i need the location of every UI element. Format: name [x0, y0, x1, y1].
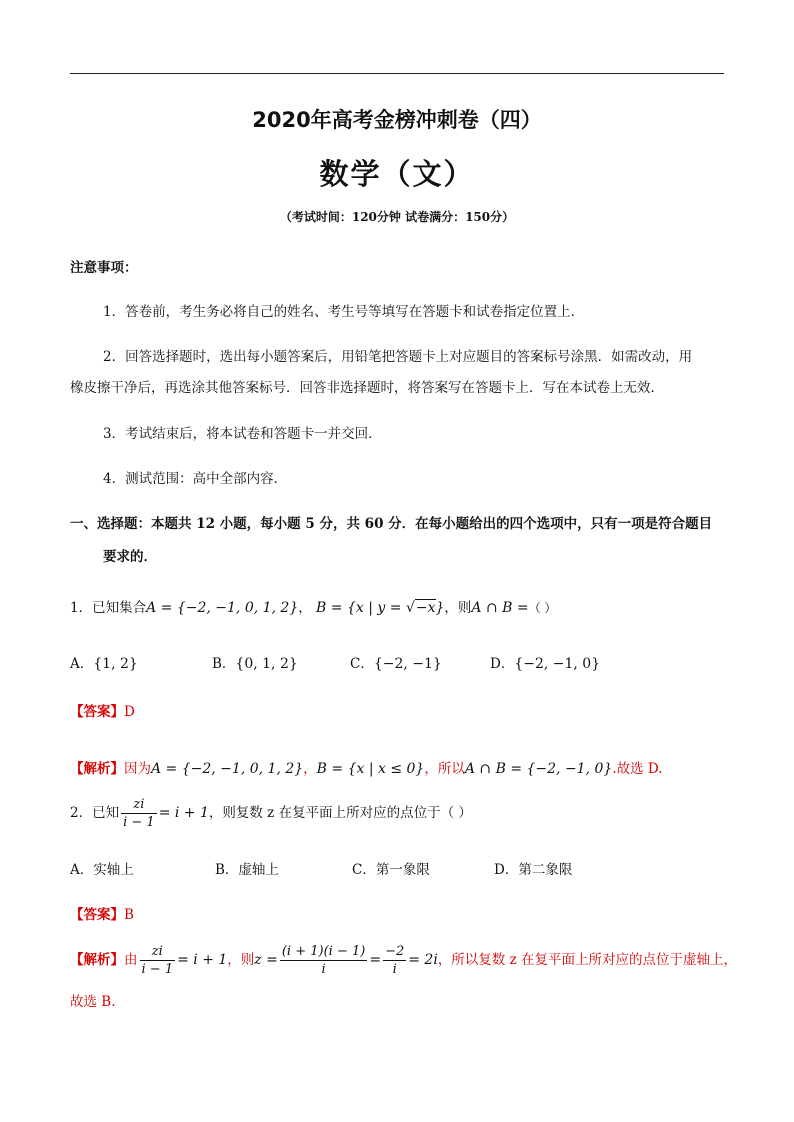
- q1-analysis-result: A ∩ B = {−2, −1, 0}: [464, 761, 613, 777]
- q1-option-d-label: D．: [490, 656, 515, 672]
- q1-set-b-radicand: −x: [415, 600, 436, 616]
- q1-option-b-value: {0, 1, 2}: [235, 656, 298, 672]
- q1-set-a: A = {−2, −1, 0, 1, 2}: [146, 600, 299, 616]
- q2-analysis-eq1: = i + 1: [177, 952, 228, 968]
- question-1: [70, 596, 556, 616]
- q2-option-d: D．第二象限: [494, 862, 573, 878]
- notice-item-2-cont: 橡皮擦干净后，再选涂其他答案标号．回答非选择题时，将答案写在答题卡上．写在本试卷上无效．: [70, 380, 664, 396]
- q2-option-a: A．实轴上: [70, 862, 134, 878]
- q1-option-d: [490, 652, 600, 672]
- q2-analysis-fraction-1: [140, 943, 176, 978]
- question-2: [70, 796, 472, 831]
- q1-set-b: B = {x | y = √−x}: [316, 600, 445, 616]
- notice-item-2: 2．回答选择题时，选出每小题答案后，用铅笔把答题卡上对应题目的答案标号涂黑．如需改动，用: [103, 349, 693, 365]
- q1-option-a-label: A．: [70, 656, 94, 672]
- q1-option-b-label: B．: [212, 656, 236, 672]
- section-heading-cont: 要求的．: [103, 549, 157, 565]
- q1-analysis-so: ，所以: [424, 761, 465, 777]
- notice-heading: 注意事项：: [70, 260, 138, 276]
- q2-prefix: 2．已知: [70, 805, 120, 821]
- q2-analysis-tail: ，所以复数 z 在复平面上所对应的点位于虚轴上，: [437, 952, 738, 968]
- q2-analysis: [70, 943, 737, 978]
- q1-option-a: [70, 652, 138, 672]
- q2-option-c: C．第一象限: [352, 862, 430, 878]
- q1-option-c-label: C．: [350, 656, 374, 672]
- q1-analysis: [70, 757, 663, 777]
- q2-analysis-fraction-2: [280, 943, 367, 978]
- q2-analysis-eq3: = 2i: [408, 952, 438, 968]
- q2-analysis-fraction-3: [383, 943, 406, 978]
- q2-analysis-then: ，则: [227, 952, 255, 968]
- q2-text: ，则复数 z 在复平面上所对应的点位于（ ）: [208, 805, 472, 821]
- q1-analysis-comma: ，: [303, 761, 317, 777]
- q2-answer: [70, 903, 134, 923]
- q2-analysis-z: z =: [254, 952, 278, 968]
- q2-analysis-pre: 由: [124, 952, 138, 968]
- q2-fraction: [121, 796, 157, 831]
- q1-answer-value: D: [124, 704, 135, 720]
- q2-rhs: = i + 1: [158, 805, 209, 821]
- q1-analysis-set-b: B = {x | x ≤ 0}: [316, 761, 425, 777]
- q2-analysis-f1-numerator: zi: [140, 943, 176, 961]
- q1-prefix: 1．已知集合: [70, 600, 147, 616]
- q2-fraction-numerator: zi: [121, 796, 157, 814]
- q1-analysis-set-a: A = {−2, −1, 0, 1, 2}: [151, 761, 304, 777]
- q1-option-a-value: {1, 2}: [93, 656, 138, 672]
- q1-option-c-value: {−2, −1}: [373, 656, 442, 672]
- q1-answer: [70, 700, 135, 720]
- exam-info: （考试时间：120分钟 试卷满分：150分）: [279, 210, 515, 224]
- q2-analysis-f2-numerator: (i + 1)(i − 1): [281, 944, 366, 959]
- q1-analysis-tag: 【解析】: [70, 761, 124, 777]
- exam-subject: 数学（文）: [319, 157, 475, 191]
- notice-item-3: 3．考试结束后，将本试卷和答题卡一并交回．: [103, 426, 382, 442]
- q2-analysis-f2-denominator: i: [321, 962, 326, 977]
- q1-set-b-lhs: B = {x | y =: [316, 600, 406, 616]
- q2-answer-value: B: [124, 907, 134, 923]
- header-rule: [70, 73, 724, 74]
- q1-option-b: [212, 652, 298, 672]
- q1-paren: （ ）: [528, 601, 557, 615]
- q1-set-b-close: }: [435, 600, 445, 616]
- q2-analysis-cont: 故选 B.: [70, 994, 116, 1010]
- q1-option-d-value: {−2, −1, 0}: [514, 656, 601, 672]
- q2-option-b: B．虚轴上: [215, 862, 279, 878]
- q2-analysis-f3-numerator: −2: [385, 944, 405, 959]
- q2-analysis-f1-denominator: i − 1: [141, 962, 174, 977]
- exam-title: 2020年高考金榜冲刺卷（四）: [252, 108, 542, 132]
- q2-analysis-tag: 【解析】: [70, 952, 124, 968]
- q2-analysis-f3-denominator: i: [392, 962, 397, 977]
- q1-answer-tag: 【答案】: [70, 704, 124, 720]
- q2-analysis-eq2: =: [369, 952, 382, 968]
- q1-analysis-pre: 因为: [124, 761, 151, 777]
- q1-comma: ，: [298, 600, 312, 616]
- section-heading: 一、选择题：本题共 12 小题，每小题 5 分，共 60 分．在每小题给出的四个选项中，只有一项是符合题目: [70, 516, 713, 532]
- q1-intersect: A ∩ B =: [471, 600, 529, 616]
- q1-analysis-end: .故选 D.: [612, 761, 663, 777]
- notice-item-4: 4．测试范围：高中全部内容．: [103, 471, 288, 487]
- q1-then: ，则: [444, 600, 472, 616]
- notice-item-1: 1．答卷前，考生务必将自己的姓名、考生号等填写在答题卡和试卷指定位置上．: [103, 304, 585, 320]
- q2-fraction-denominator: i − 1: [123, 815, 155, 830]
- q2-answer-tag: 【答案】: [70, 907, 124, 923]
- q1-option-c: [350, 652, 442, 672]
